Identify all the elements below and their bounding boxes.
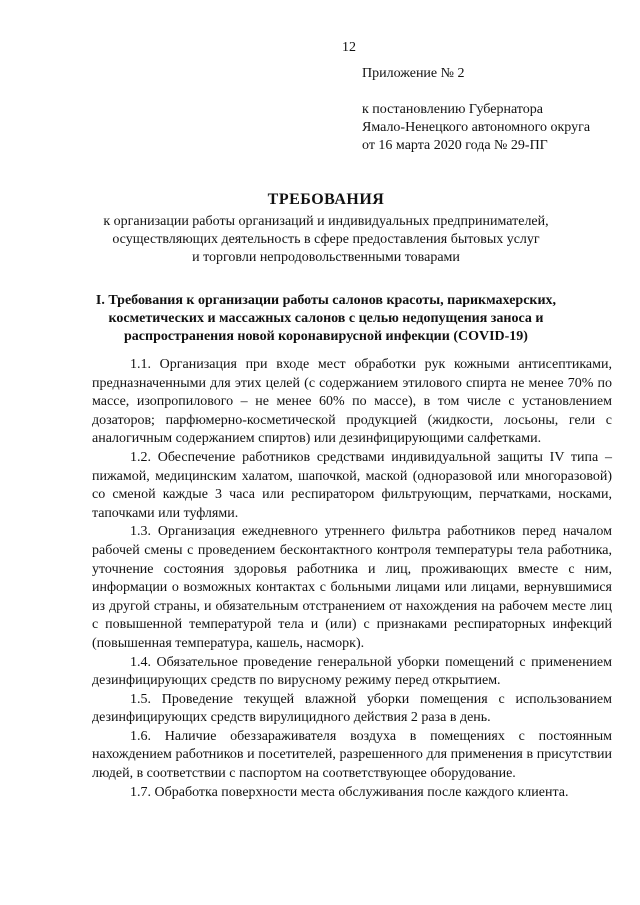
paragraph-1-4: 1.4. Обязательное проведение генеральной уборки помещений с применением дезинфицирующих средств по вирусному режиму перед открытием. [92, 654, 612, 689]
appendix-ref-line: к постановлению Губернатора [362, 102, 543, 117]
document-subtitle [92, 213, 560, 267]
paragraph-1-7: 1.7. Обработка поверхности места обслуживания после каждого клиента. [130, 784, 569, 800]
document-title: ТРЕБОВАНИЯ [267, 191, 385, 208]
subtitle-line: осуществляющих деятельность в сфере предоставления бытовых услуг [112, 232, 540, 247]
section-heading-line: косметических и массажных салонов с целью недопущения заноса и [108, 311, 544, 326]
subtitle-line: и торговли непродовольственными товарами [192, 250, 460, 265]
appendix-ref-line: Ямало-Ненецкого автономного округа [362, 120, 591, 135]
appendix-block [362, 65, 590, 155]
section-heading-line: I. Требования к организации работы салонов красоты, парикмахерских, [95, 293, 557, 308]
paragraph-1-5: 1.5. Проведение текущей влажной уборки помещения с использованием дезинфицирующих средств вирулицидного действия 2 раза в день. [92, 691, 612, 726]
page-number: 12 [342, 40, 356, 55]
document-title-block [92, 190, 560, 267]
paragraph-1-6: 1.6. Наличие обеззараживателя воздуха в помещениях с постоянным нахождением работников и посетителей, разрешенного для применения в присутствии людей, в соответствии с паспортом на соответствующее оборудование. [92, 728, 612, 782]
appendix-ref-line: от 16 марта 2020 года № 29-ПГ [362, 138, 548, 153]
paragraph-1-1: 1.1. Организация при входе мест обработки рук кожными антисептиками, предназначенными для этих целей (с содержанием этилового спирта не менее 70% по массе, изопропилового – не менее 60% по массе), в том числе с установлением дозаторов; парфюмерно-косметической продукцией (жидкости, лосьоны, гели с аналогичным содержанием спиртов) или дезинфицирующими салфетками. [92, 357, 612, 447]
paragraph-1-3: 1.3. Организация ежедневного утреннего фильтра работников перед началом рабочей смены с проведением бесконтактного контроля температуры тела работника, уточнение состояния здоровья работника и лиц, проживающих вместе с ним, информации о возможных контактах с больными лицами или лицами, вернувшимися из другой страны, и обязательным отстранением от нахождения на рабочем месте лиц с повышенной температурой тела и (или) с признаками респираторных инфекций (повышенная температура, кашель, насморк). [92, 524, 612, 651]
appendix-label: Приложение № 2 [362, 66, 465, 81]
subtitle-line: к организации работы организаций и индивидуальных предпринимателей, [103, 214, 549, 229]
paragraph-1-2: 1.2. Обеспечение работников средствами индивидуальной защиты IV типа – пижамой, медицинским халатом, шапочкой, маской (одноразовой или многоразовой) со сменой каждые 3 часа или респиратором фильтрующим, перчатками, носками, тапочками или туфлями. [92, 449, 612, 521]
section-heading-line: распространения новой коронавирусной инфекции (COVID-19) [124, 329, 528, 344]
section-heading [92, 292, 560, 346]
section-body [92, 356, 612, 802]
